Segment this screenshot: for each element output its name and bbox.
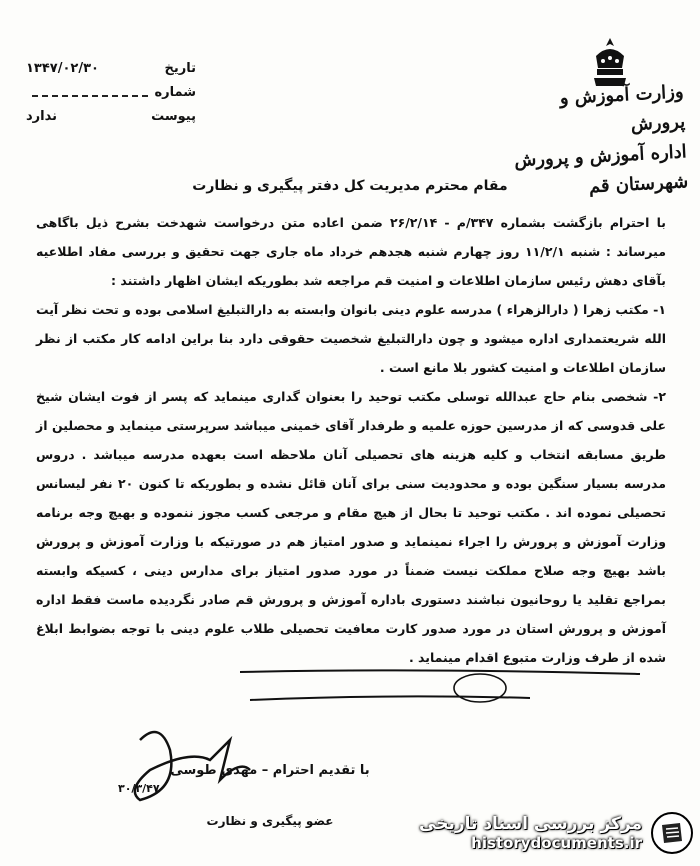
watermark (404, 806, 694, 860)
addressee: مقام محترم مدیریت کل دفتر پیگیری و نظارت (192, 178, 508, 194)
meta-date-row (26, 56, 196, 80)
org-line-1: وزارت آموزش و پرورش (559, 81, 686, 136)
handwritten-date: ۳۰/۳/۴۷ (118, 782, 160, 795)
meta-attachment-row (26, 104, 196, 128)
signer-title: عضو پیگیری و نظارت (206, 814, 334, 828)
number-label: شماره (154, 84, 196, 100)
number-blank (32, 87, 148, 97)
attachment-value: ندارد (26, 108, 58, 124)
letter-body (36, 208, 666, 672)
watermark-url: historydocuments.ir (471, 834, 642, 852)
watermark-text (419, 814, 642, 852)
org-line-2: اداره آموزش و پرورش شهرستان قم (513, 141, 689, 198)
paragraph-intro: با احترام بازگشت بشماره ۳۴۷/م - ۲۶/۲/۱۴ ضمن اعاده متن درخواست شهدخت بشرح ذیل باگاهی میرساند : شنبه ۱۱/۲/۱ روز چهارم شنبه هجدهم خرداد ماه جاری جهت تحقیق و بررسی مفاد اطلاعیه بآقای دهش رئیس سازمان اطلاعات و امنیت قم مراجعه شد بطوریکه ایشان اظهار داشتند : (36, 215, 666, 288)
date-label: تاریخ (164, 60, 196, 76)
archive-logo-icon (650, 811, 694, 855)
handwritten-underline (230, 666, 650, 726)
attachment-label: پیوست (151, 108, 196, 124)
date-value: ۱۳۴۷/۰۲/۳۰ (26, 60, 99, 76)
closing-line: با تقدیم احترام – مهدی طوسی (170, 763, 370, 778)
signature-block (120, 758, 420, 828)
paragraph-2: ۲- شخصی بنام حاج عبدالله توسلی مکتب توحید را بعنوان گداری مینماید که پسر از فوت ایشان شیخ علی قدوسی که از مدرسین حوزه علمیه و طرفدار آقای خمینی میباشد سرپرستی مینماید و محصلین از طریق مسابقه انتخاب و کلیه هزینه های تحصیلی آنان ملاحظه است بعهده مدرسه میباشد . دروس مدرسه بسیار سنگین بوده و محدودیت سنی برای آنان قائل نشده و بطوریکه تا کنون ۲۰ نفر لیسانس تحصیلی نموده اند . مکتب توحید تا بحال از هیچ مقام و مرجعی کسب مجوز ننموده و بهیچ وجه برنامه وزارت آموزش و پرورش را اجراء نمینماید و صدور امتیاز هم در صورتیکه با وزارت آموزش و پرورش باشد بهیچ وجه صلاح مملکت نیست ضمناً در مورد صدور امتیاز برای مدارس دینی ، کسیکه وابسته بمراجع تقلید یا روحانیون نباشند دستوری باداره آموزش و پرورش قم صادر نگردیده ماست فقط اداره آموزش و پرورش استان در مورد صدور کارت معافیت تحصیلی طلاب علوم دینی با توجه بضوابط ابلاغ شده از طرف وزارت متبوع اقدام مینماید . (36, 389, 666, 665)
meta-number-row (26, 80, 196, 104)
watermark-title: مرکز بررسی اسناد تاریخی (419, 814, 642, 834)
document-meta (26, 56, 196, 128)
paragraph-1: ۱- مکتب زهرا ( دارالزهراء ) مدرسه علوم دینی بانوان وابسته به دارالتبلیغ اسلامی بوده و تحت نظر آیت الله شریعتمداری اداره میشود و چون دارالتبلیغ شخصیت حقوقی دارد بنا براین ادامه کار مکتب از نظر سازمان اطلاعات و امنیت کشور بلا مانع است . (36, 302, 666, 375)
